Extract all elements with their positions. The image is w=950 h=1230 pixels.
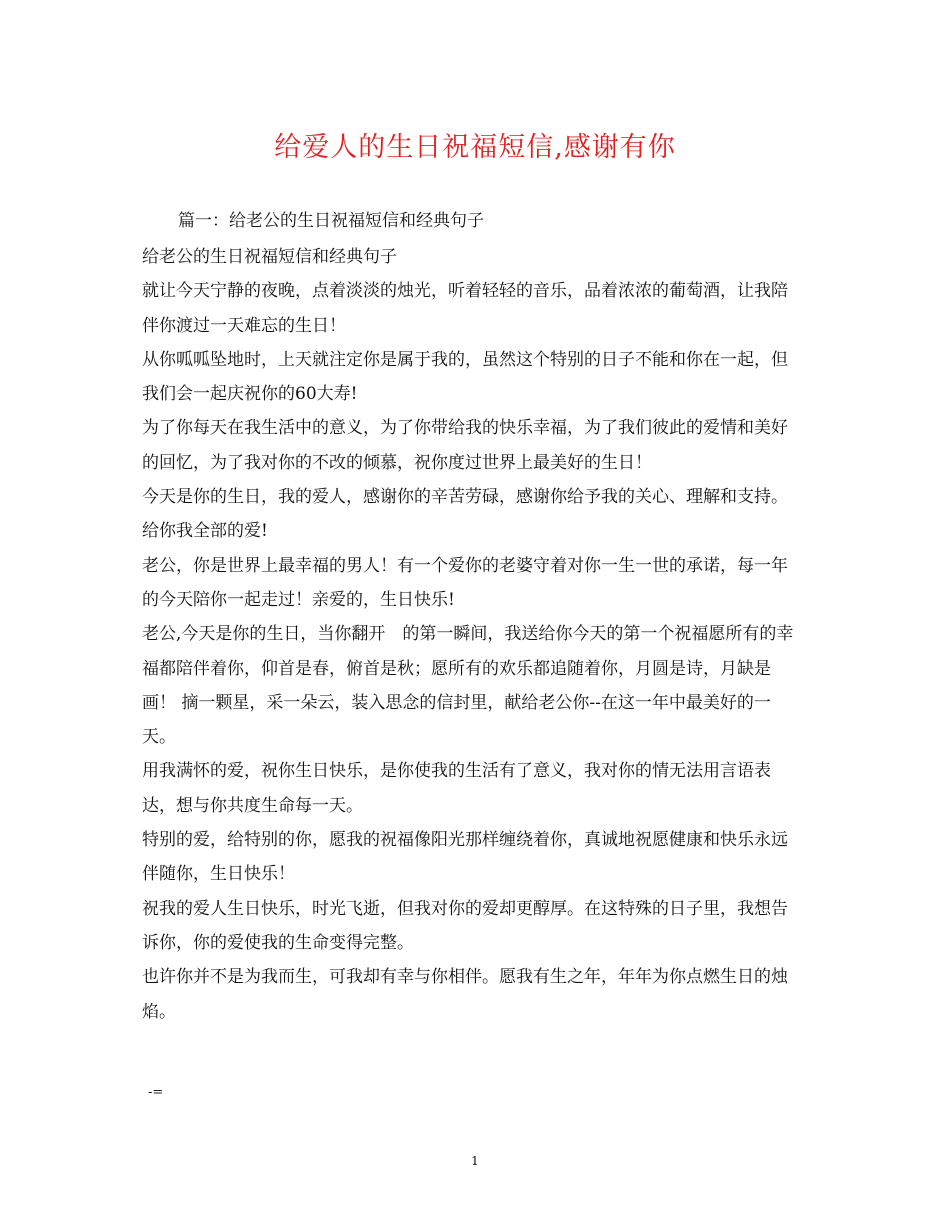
paragraph: 特别的爱，给特别的你，愿我的祝福像阳光那样缠绕着你，真诚地祝愿健康和快乐永远伴随你，生日快乐！ — [142, 830, 788, 885]
page-number: 1 — [471, 1154, 479, 1168]
paragraph-subtitle: 给老公的生日祝福短信和经典句子 — [142, 247, 397, 267]
paragraph: 老公,今天是你的生日，当你翻开 的第一瞬间，我送给你今天的第一个祝福愿所有的幸福都陪伴着你，仰首是春，俯首是秋；愿所有的欢乐都追随着你，月圆是诗，月缺是画！ 摘一颗星，采一朵云，装入思念的信封里，献给老公你--在这一年中最美好的一天。 — [142, 624, 794, 748]
paragraph: 今天是你的生日，我的爱人，感谢你的辛苦劳碌，感谢你给予我的关心、理解和支持。给你我全部的爱! — [142, 487, 788, 542]
footer-mark: -= — [148, 1085, 164, 1100]
document-title: 给爱人的生日祝福短信,感谢有你 — [274, 132, 676, 163]
paragraph: 也许你并不是为我而生，可我却有幸与你相伴。愿我有生之年，年年为你点燃生日的烛焰。 — [142, 967, 788, 1022]
section-heading: 篇一：给老公的生日祝福短信和经典句子 — [178, 211, 484, 231]
paragraph: 就让今天宁静的夜晚，点着淡淡的烛光，听着轻轻的音乐，品着浓浓的葡萄酒，让我陪伴你渡过一天难忘的生日！ — [142, 281, 788, 336]
paragraph: 为了你每天在我生活中的意义，为了你带给我的快乐幸福，为了我们彼此的爱情和美好的回忆，为了我对你的不改的倾慕，祝你度过世界上最美好的生日！ — [142, 418, 788, 473]
paragraph: 老公，你是世界上最幸福的男人！有一个爱你的老婆守着对你一生一世的承诺，每一年的今天陪你一起走过！亲爱的，生日快乐! — [142, 555, 788, 610]
paragraph: 用我满怀的爱，祝你生日快乐，是你使我的生活有了意义，我对你的情无法用言语表达，想与你共度生命每一天。 — [142, 761, 771, 816]
paragraph: 从你呱呱坠地时，上天就注定你是属于我的，虽然这个特别的日子不能和你在一起，但我们会一起庆祝你的60大寿! — [142, 349, 788, 405]
document-body — [142, 240, 802, 1029]
paragraph: 祝我的爱人生日快乐，时光飞逝，但我对你的爱却更醇厚。在这特殊的日子里，我想告诉你，你的爱使我的生命变得完整。 — [142, 898, 788, 953]
